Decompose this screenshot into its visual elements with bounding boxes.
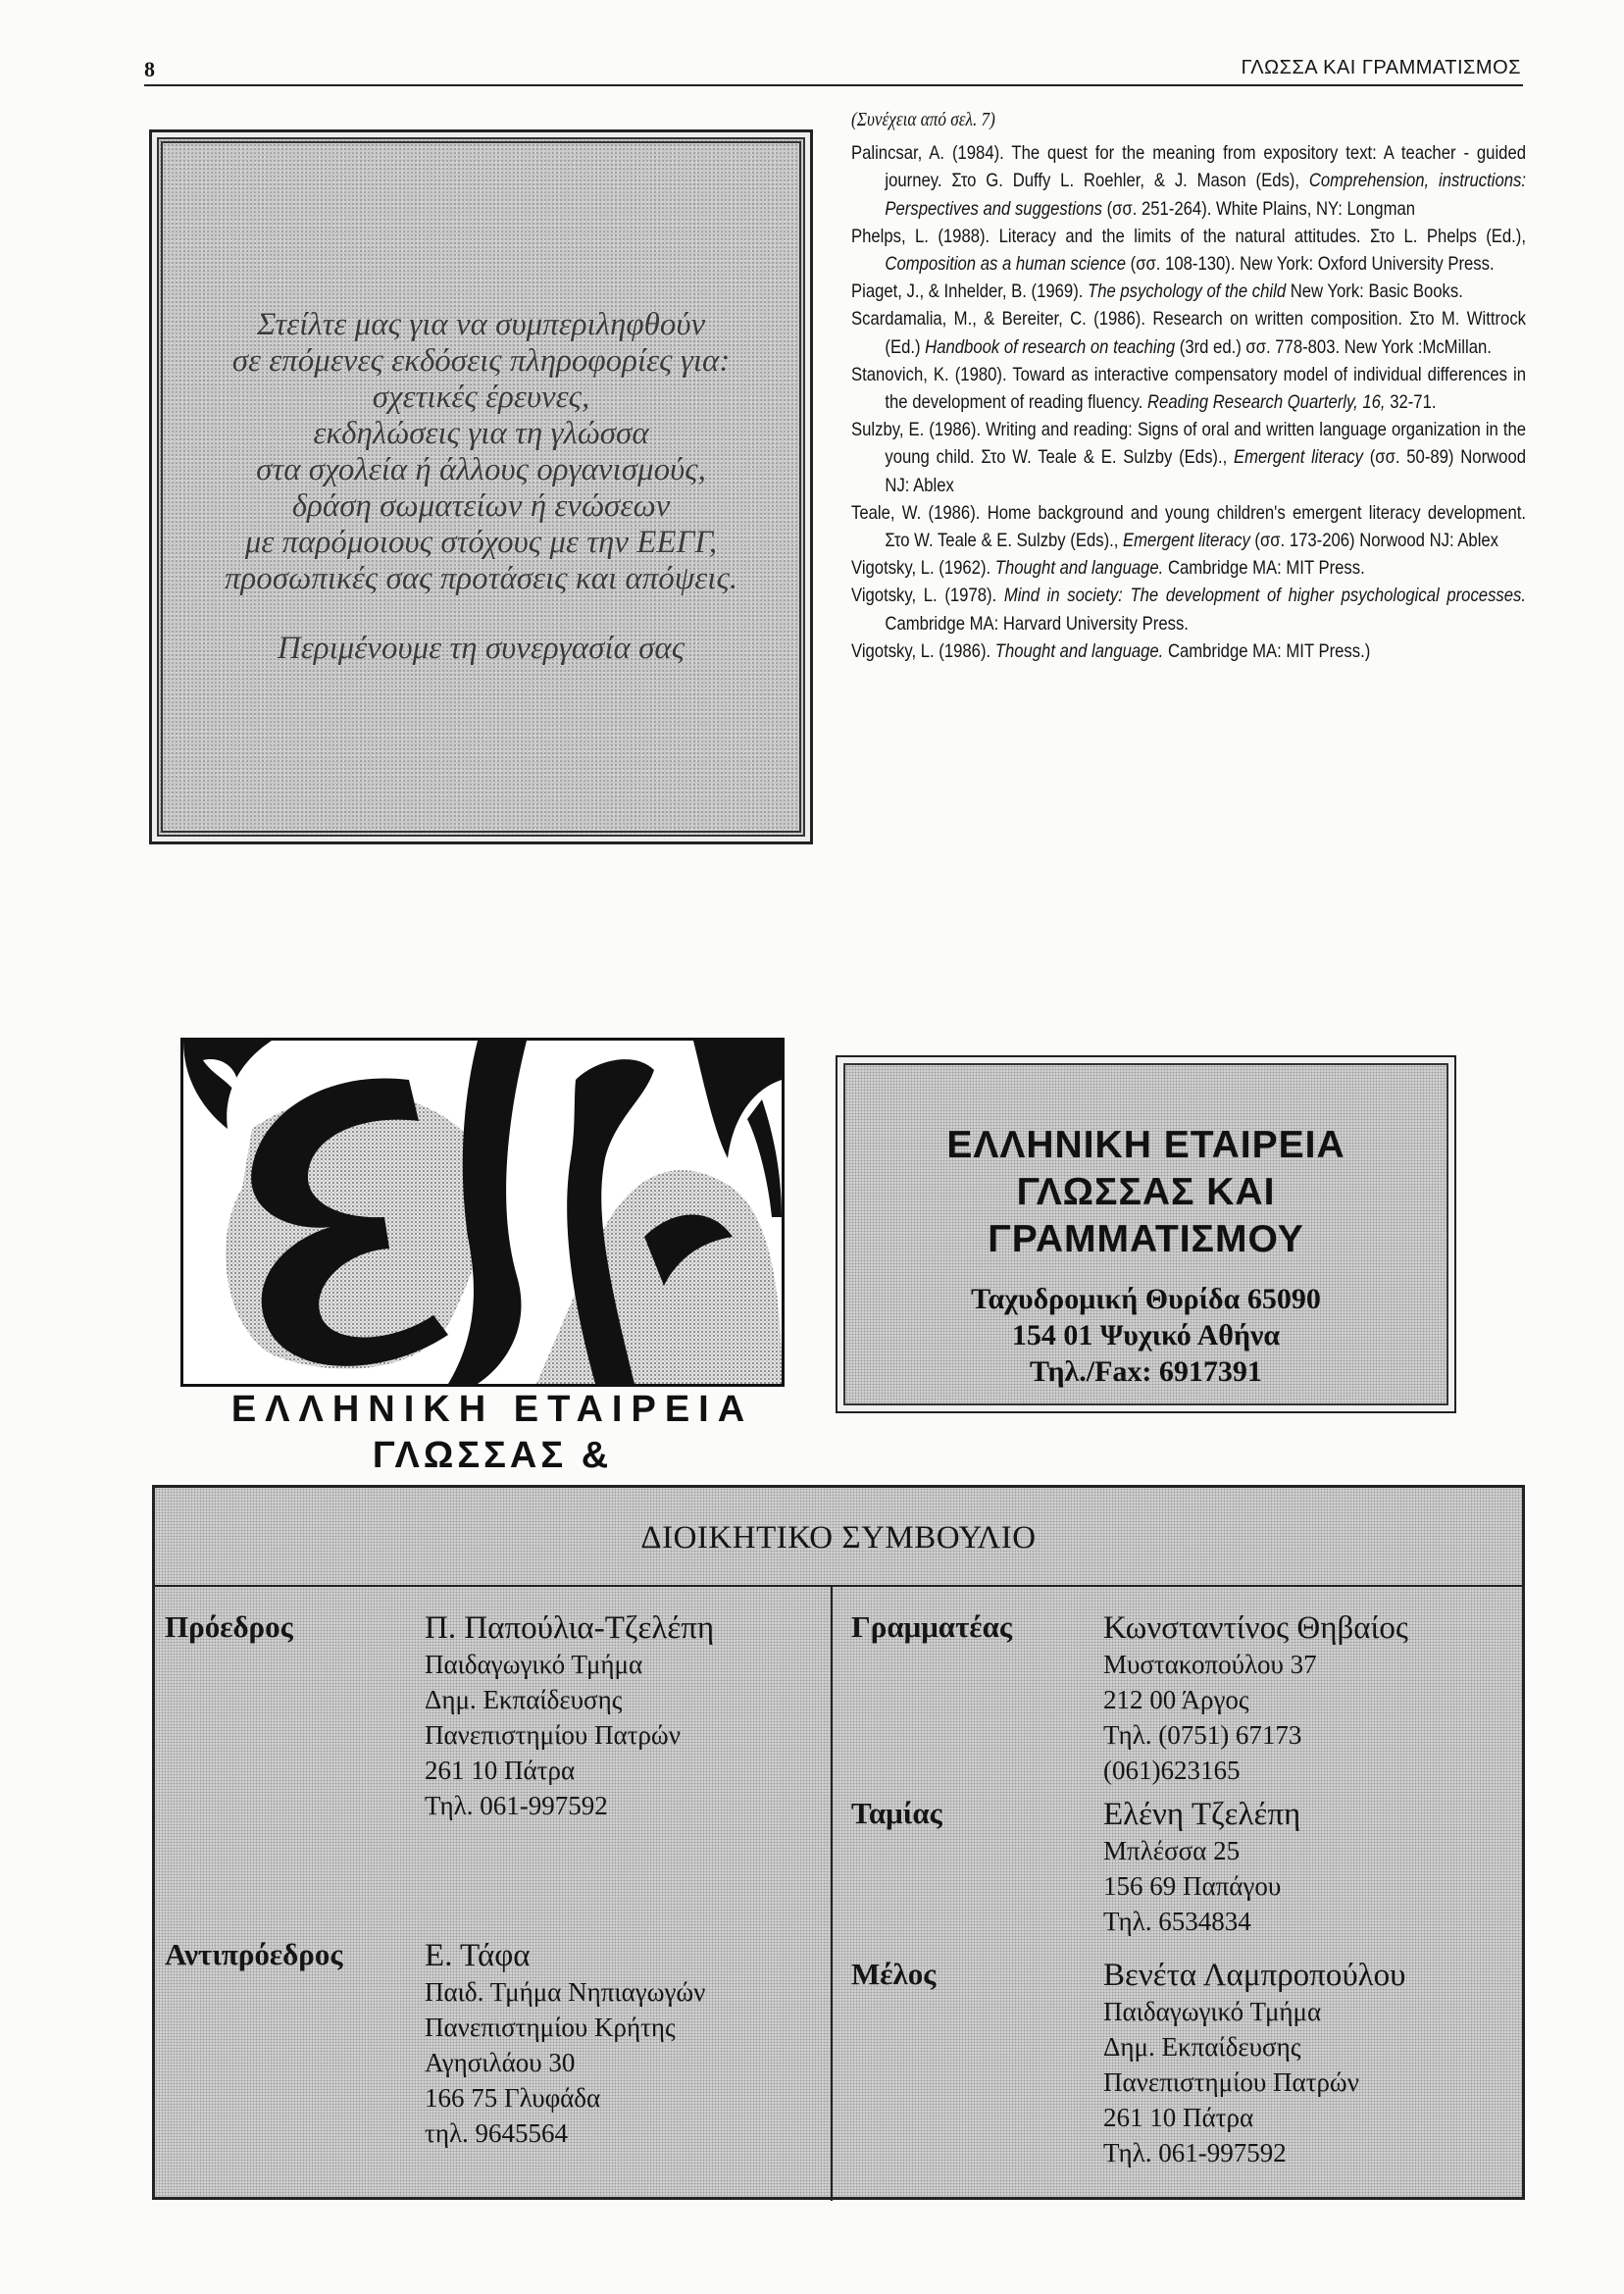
member-detail: 261 10 Πάτρα <box>1103 2103 1254 2132</box>
reference-item: Phelps, L. (1988). Literacy and the limits of the natural attitudes. Στο L. Phelps (Ed.), Composition as a human science (σσ. 108-130). New York: Oxford University Press. <box>851 225 1526 276</box>
role-secretary: Γραμματέας <box>851 1609 1012 1644</box>
reference-item: Vigotsky, L. (1978). Mind in society: The development of higher psychological processes. Cambridge MA: Harvard University Press. <box>851 585 1526 635</box>
column-divider <box>831 1585 833 2201</box>
running-title: ΓΛΩΣΣΑ ΚΑΙ ΓΡΑΜΜΑΤΙΣΜΟΣ <box>1241 57 1521 78</box>
logo-name-line1: ΕΛΛΗΝΙΚΗ ΕΤΑΙΡΕΙΑ <box>230 1389 754 1430</box>
notice-line: στα σχολεία ή άλλους οργανισμούς, <box>256 452 706 487</box>
member-president <box>425 1609 714 1823</box>
society-contact-box <box>836 1055 1456 1413</box>
society-logo <box>180 1038 785 1387</box>
role-president: Πρόεδρος <box>165 1609 293 1644</box>
society-address-line: 154 01 Ψυχικό Αθήνα <box>1011 1319 1281 1351</box>
reference-item: Vigotsky, L. (1986). Thought and language. Cambridge MA: MIT Press.) <box>851 639 1371 662</box>
continued-note: (Συνέχεια από σελ. 7) <box>851 109 995 130</box>
logo-graphic <box>183 1041 782 1384</box>
member-detail: Μυστακοπούλου 37 <box>1103 1650 1317 1679</box>
society-contact-content <box>843 1063 1448 1405</box>
member-member <box>1103 1957 1406 2170</box>
member-detail: Μπλέσσα 25 <box>1103 1836 1241 1865</box>
notice-line: σχετικές έρευνες, <box>372 380 590 415</box>
reference-item: Palincsar, A. (1984). The quest for the meaning from expository text: A teacher - guided journey. Στο G. Duffy L. Roehler, & J. Mason (Eds), Comprehension, instructions: Perspectives and suggestions (σσ. 251-264). White Plains, NY: Longman <box>851 142 1526 220</box>
notice-closing: Περιμένουμε τη συνεργασία σας <box>277 631 685 666</box>
member-detail: 212 00 Άργος <box>1103 1685 1249 1714</box>
reference-item: Scardamalia, M., & Bereiter, C. (1986). Research on written composition. Στο M. Wittrock (Ed.) Handbook of research on teaching (3rd ed.) σσ. 778-803. New York :McMillan. <box>851 308 1526 358</box>
member-treasurer <box>1103 1796 1300 1939</box>
member-detail: 166 75 Γλυφάδα <box>425 2083 601 2113</box>
member-vice-president <box>425 1937 705 2151</box>
references-list <box>851 106 1526 665</box>
member-name: Π. Παπούλια-Τζελέπη <box>425 1610 715 1646</box>
role-member: Μέλος <box>851 1957 937 1991</box>
member-name: Βενέτα Λαμπροπούλου <box>1103 1958 1406 1993</box>
board-title: ΔΙΟΙΚΗΤΙΚΟ ΣΥΜΒΟΥΛΙΟ <box>640 1520 1037 1555</box>
member-detail: Πανεπιστημίου Πατρών <box>425 1720 681 1750</box>
member-detail: Τηλ. (0751) 67173 <box>1103 1720 1302 1750</box>
society-address-line: Ταχυδρομική Θυρίδα 65090 <box>971 1283 1321 1315</box>
reference-item: Sulzby, E. (1986). Writing and reading: Signs of oral and written language organization in the young child. Στο W. Teale & E. Sulzby (Eds)., Emergent literacy (σσ. 50-89) Norwood NJ: Ablex <box>851 419 1527 496</box>
member-detail: 156 69 Παπάγου <box>1103 1871 1282 1901</box>
member-detail: Παιδαγωγικό Τμήμα <box>425 1650 643 1679</box>
notice-line: Στείλτε μας για να συμπεριληφθούν <box>256 307 706 342</box>
member-name: Ελένη Τζελέπη <box>1103 1797 1301 1832</box>
member-detail: Πανεπιστημίου Πατρών <box>1103 2067 1359 2097</box>
member-detail: Δημ. Εκπαίδευσης <box>425 1685 623 1714</box>
page-number: 8 <box>144 57 155 81</box>
member-detail: Τηλ. 6534834 <box>1103 1907 1251 1936</box>
notice-content <box>157 137 805 837</box>
role-treasurer: Ταμίας <box>851 1796 942 1830</box>
member-detail: Τηλ. 061-997592 <box>425 1791 608 1820</box>
member-detail: (061)623165 <box>1103 1756 1241 1785</box>
role-vice-president: Αντιπρόεδρος <box>165 1937 343 1971</box>
reference-item: Vigotsky, L. (1962). Thought and language. Cambridge MA: MIT Press. <box>851 557 1365 580</box>
notice-line: δράση σωματείων ή ενώσεων <box>291 488 671 524</box>
notice-line: προσωπικές σας προτάσεις και απόψεις. <box>224 561 738 596</box>
member-secretary <box>1103 1609 1408 1788</box>
logo-name-line2: ΓΛΩΣΣΑΣ & <box>372 1435 613 1476</box>
member-detail: 261 10 Πάτρα <box>425 1756 576 1785</box>
society-title-line: ΓΛΩΣΣΑΣ ΚΑΙ <box>1016 1171 1276 1213</box>
reference-item: Stanovich, K. (1980). Toward as interactive compensatory model of individual differences in the development of reading fluency. Reading Research Quarterly, 16, 32-71. <box>851 363 1526 414</box>
member-name: Κωνσταντίνος Θηβαίος <box>1103 1610 1409 1646</box>
board-title-row <box>155 1488 1522 1587</box>
society-title-line: ΕΛΛΗΝΙΚΗ ΕΤΑΙΡΕΙΑ <box>946 1124 1345 1166</box>
notice-line: σε επόμενες εκδόσεις πληροφορίες για: <box>231 343 731 379</box>
member-detail: Παιδαγωγικό Τμήμα <box>1103 1997 1322 2026</box>
society-title-line: ΓΡΑΜΜΑΤΙΣΜΟΥ <box>988 1218 1304 1260</box>
reference-item: Piaget, J., & Inhelder, B. (1969). The psychology of the child New York: Basic Books. <box>851 280 1463 303</box>
member-detail: Αγησιλάου 30 <box>425 2048 576 2077</box>
member-detail: Παιδ. Τμήμα Νηπιαγωγών <box>425 1977 706 2007</box>
member-name: Ε. Τάφα <box>425 1938 531 1973</box>
notice-box <box>149 129 813 844</box>
notice-line: εκδηλώσεις για τη γλώσσα <box>313 416 649 451</box>
header-rule <box>144 84 1523 86</box>
member-detail: Δημ. Εκπαίδευσης <box>1103 2032 1301 2062</box>
member-detail: τηλ. 9645564 <box>425 2118 569 2148</box>
board-of-directors-table <box>152 1485 1525 2200</box>
reference-item: Teale, W. (1986). Home background and young children's emergent literacy development. Στο W. Teale & E. Sulzby (Eds)., Emergent literacy (σσ. 173-206) Norwood NJ: Ablex <box>851 501 1526 552</box>
member-detail: Τηλ. 061-997592 <box>1103 2138 1287 2167</box>
society-phone: Τηλ./Fax: 6917391 <box>1030 1355 1262 1388</box>
member-detail: Πανεπιστημίου Κρήτης <box>425 2013 676 2042</box>
notice-line: με παρόμοιους στόχους με την ΕΕΓΓ, <box>244 525 718 560</box>
